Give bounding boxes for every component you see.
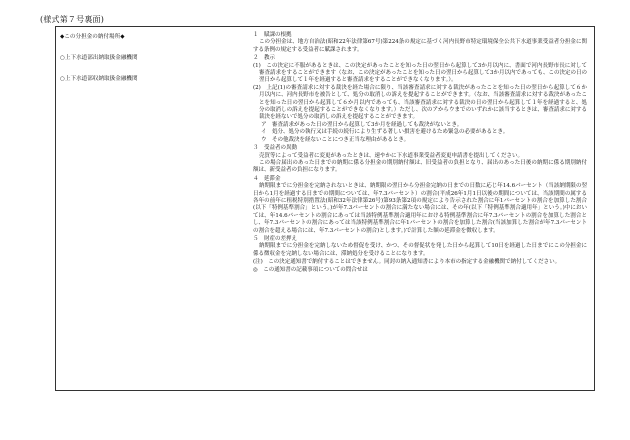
section-title: １ 賦課の根拠 <box>253 32 292 38</box>
form-number-label: (様式第７号裏面) <box>40 15 105 24</box>
seizure-paragraph: 納期限までに分担金を完納しないため督促を受け、かつ、その督促状を発した日から起算して10日を経過した日までにこの分担金に係る徴収金を完納しない場合には、滞納処分を受けることになります。 <box>253 243 587 257</box>
section-title: ２ 教示 <box>253 55 276 62</box>
transfer-paragraph-1: 売買等によって受益者に変更があったときは、速やかに下水道事業受益者変更申請書を提出してください。 <box>259 152 523 159</box>
section-seizure <box>253 236 587 258</box>
section-transfer <box>253 145 587 175</box>
late-fee-paragraph: 納期限までに分担金を完納されないときは、納期限の翌日から分担金完納の日までの日数に応じ年14.6パーセント（当該納期限の翌日から1月を経過する日までの期間については、年7.3パーセント）の割合(平成26年1月1日以後の期間については、当該期間の属する各年の前年に租税特別措置法(昭和32年法律第26号)第93条第2項の規定により告示された割合に年1パーセントの割合を加算した割合(以下「特例基準割合」という。)が年7.3パーセントの割合に満たない場合には、その年(以下「特例基準割合適用年」という。)中においては、年14.6パーセントの割合にあっては当該特例基準割合適用年における特例基準割合に年7.3パーセントの割合を加算した割合とし、年7.3パーセントの割合にあっては当該特例基準割合に年1パーセントの割合を加算した割合(当該加算した割合が年7.3パーセントの割合を超える場合には、年7.3パーセントの割合)とします。)で計算した額の延滞金を徴収します。 <box>253 183 587 234</box>
section-title: ５ 財産の差押え <box>253 235 298 242</box>
section-basis <box>253 32 587 54</box>
note-inquiry: ◎ この通知書の記載事項についての問合せは <box>253 266 368 273</box>
section-title: ３ 受益者の異動 <box>253 145 298 152</box>
section-instruction <box>253 55 587 144</box>
instruction-paragraph-2: (2) 上記(1)の審査請求に対する裁決を経た場合に限り、当該審査請求に対する裁決があったことを知った日の翌日から起算して６か月以内に、河内長野市を被告として、処分の取消しの訴えを提起することができます。（なお、当該審査請求に対する裁決があったことを知った日の翌日から起算して６か月以内であっても、当該審査請求に対する裁決の日の翌日から起算して１年を経過すると、処分の取消しの訴えを提起することができなくなります。）ただし、次のアからウまでのいずれかに該当するときは、審査請求に対する裁決を経ないで処分の取消しの訴えを提起することができます。 <box>253 84 587 121</box>
note-payment: (注) この決定通知書で納付することはできません。同封の納入通知書により本市の指定する金融機関で納付してください。 <box>253 259 561 266</box>
content-frame <box>55 26 595 391</box>
finance-institution-collection: ○上下水道部収納取扱金融機関 <box>60 76 138 82</box>
instruction-item-u: ウ その他裁決を経ないことにつき正当な理由があるとき。 <box>261 136 410 143</box>
transfer-paragraph-2: この場合届出のあった日までの納期に係る分担金の期別納付額は、旧受益者の負担となり、届出のあった日後の納期に係る期別納付額は、新受益者の負担になります。 <box>253 159 587 174</box>
finance-institution-disbursement: ○上下水道部出納取扱金融機関 <box>60 55 138 61</box>
payment-location-title: ◆この分担金の納付場所◆ <box>60 34 125 40</box>
section-late-fee <box>253 176 587 235</box>
section-body: この分担金は、地方自治法(昭和22年法律第67号)第224条の規定に基づく河内長野市特定環境保全公共下水道事業受益者分担金に関する条例の規定する受益者に賦課されます。 <box>253 39 587 53</box>
payment-location-column <box>60 33 240 96</box>
notes-block <box>253 259 587 274</box>
section-title: ４ 延滞金 <box>253 175 281 182</box>
instruction-paragraph-1: (1) この決定に不服があるときは、この決定があったことを知った日の翌日から起算して3か月以内に、書面で河内長野市長に対して審査請求をすることができます（なお、この決定があったことを知った日の翌日から起算して3か月以内であっても、この決定の日の翌日から起算して１年を経過すると審査請求をすることができなくなります。）。 <box>253 62 587 84</box>
notice-text-column <box>253 32 587 274</box>
instruction-item-i: イ 処分、処分の執行又は手続の続行により生ずる著しい損害を避けるため緊急の必要があるとき。 <box>261 129 509 136</box>
instruction-item-a: ア 審査請求があった日の翌日から起算して3か月を経過しても裁決がないとき。 <box>261 121 463 128</box>
